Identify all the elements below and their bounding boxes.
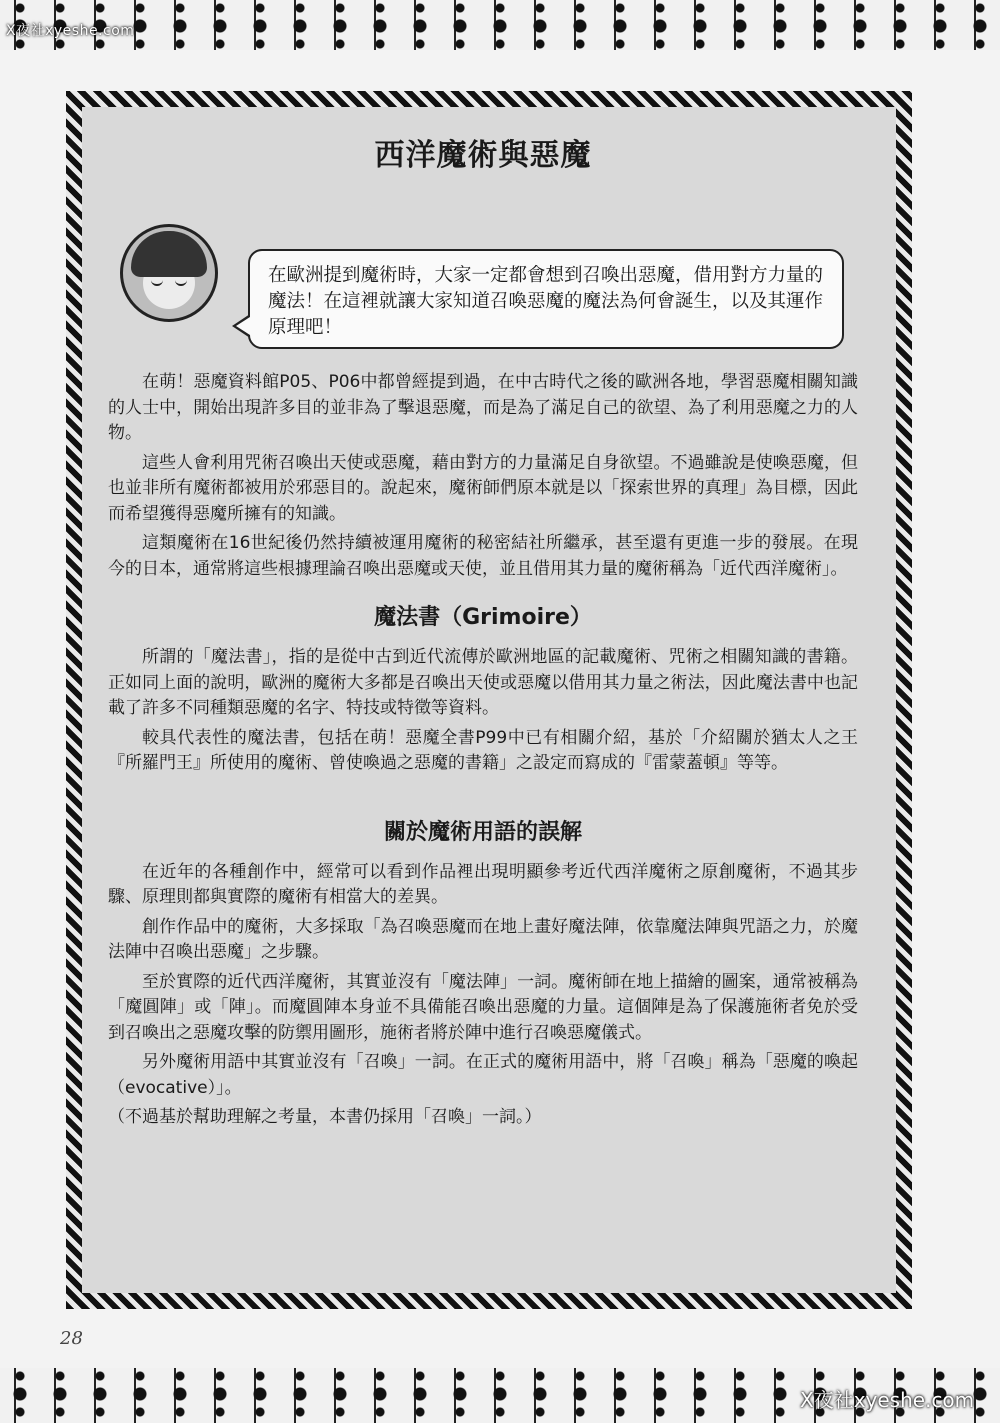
paragraph-note: （不過基於幫助理解之考量，本書仍採用「召喚」一詞。） (108, 1107, 542, 1127)
section-intro (108, 370, 858, 582)
page-number: 28 (60, 1328, 83, 1349)
paragraph: 這類魔術在16世紀後仍然持續被運用魔術的秘密結社所繼承，甚至還有更進一步的發展。在現今的日本，通常將這些根據理論召喚出惡魔或天使，並且借用其力量的魔術稱為「近代西洋魔術」。 (108, 533, 858, 579)
paragraph: 在萌！惡魔資料館P05、P06中都曾經提到過，在中古時代之後的歐洲各地，學習惡魔相關知識的人士中，開始出現許多目的並非為了擊退惡魔，而是為了滿足自己的欲望、為了利用惡魔之力的人物。 (108, 372, 858, 443)
paragraph: 所謂的「魔法書」，指的是從中古到近代流傳於歐洲地區的記載魔術、咒術之相關知識的書籍。正如同上面的說明，歐洲的魔術大多都是召喚出天使或惡魔以借用其力量之術法，因此魔法書中也記載了許多不同種類惡魔的名字、特技或特徵等資料。 (108, 647, 858, 718)
section-heading-grimoire: 魔法書（Grimoire） (374, 605, 592, 630)
top-ornament-border (0, 0, 1000, 50)
intro-text: 在歐洲提到魔術時，大家一定都會想到召喚出惡魔，借用對方力量的魔法！在這裡就讓大家知道召喚惡魔的魔法為何會誕生，以及其運作原理吧！ (268, 265, 824, 338)
paragraph: 另外魔術用語中其實並沒有「召喚」一詞。在正式的魔術用語中，將「召喚」稱為「惡魔的喚起（evocative）」。 (108, 1052, 858, 1098)
paragraph: 創作作品中的魔術，大多採取「為召喚惡魔而在地上畫好魔法陣，依靠魔法陣與咒語之力，於魔法陣中召喚出惡魔」之步驟。 (108, 916, 858, 962)
watermark-bottom: X夜社xyeshe.com (800, 1388, 975, 1412)
section-misconceptions (108, 860, 858, 1131)
character-avatar (120, 224, 218, 322)
intro-block (108, 194, 858, 338)
article (108, 130, 858, 1131)
section-grimoire (108, 645, 858, 777)
paragraph: 這些人會利用咒術召喚出天使或惡魔，藉由對方的力量滿足自身欲望。不過雖說是使喚惡魔，但也並非所有魔術都被用於邪惡目的。說起來，魔術師們原本就是以「探索世界的真理」為目標，因此而希望獲得惡魔所擁有的知識。 (108, 452, 858, 524)
speech-bubble (248, 249, 844, 349)
section-heading-misconceptions: 關於魔術用語的誤解 (383, 819, 582, 845)
page-title: 西洋魔術與惡魔 (374, 138, 592, 173)
watermark-top: X夜社xyeshe.com (6, 23, 135, 39)
paragraph: 至於實際的近代西洋魔術，其實並沒有「魔法陣」一詞。魔術師在地上描繪的圖案，通常被稱為「魔圓陣」或「陣」。而魔圓陣本身並不具備能召喚出惡魔的力量。這個陣是為了保護施術者免於受到召喚出之惡魔攻擊的防禦用圖形，施術者將於陣中進行召喚惡魔儀式。 (108, 971, 858, 1043)
paragraph: 較具代表性的魔法書，包括在萌！惡魔全書P99中已有相關介紹，基於「介紹關於猶太人之王『所羅門王』所使用的魔術、曾使喚過之惡魔的書籍」之設定而寫成的『雷蒙蓋頓』等等。 (108, 727, 858, 773)
paragraph: 在近年的各種創作中，經常可以看到作品裡出現明顯參考近代西洋魔術之原創魔術，不過其步驟、原理則都與實際的魔術有相當大的差異。 (108, 861, 858, 907)
